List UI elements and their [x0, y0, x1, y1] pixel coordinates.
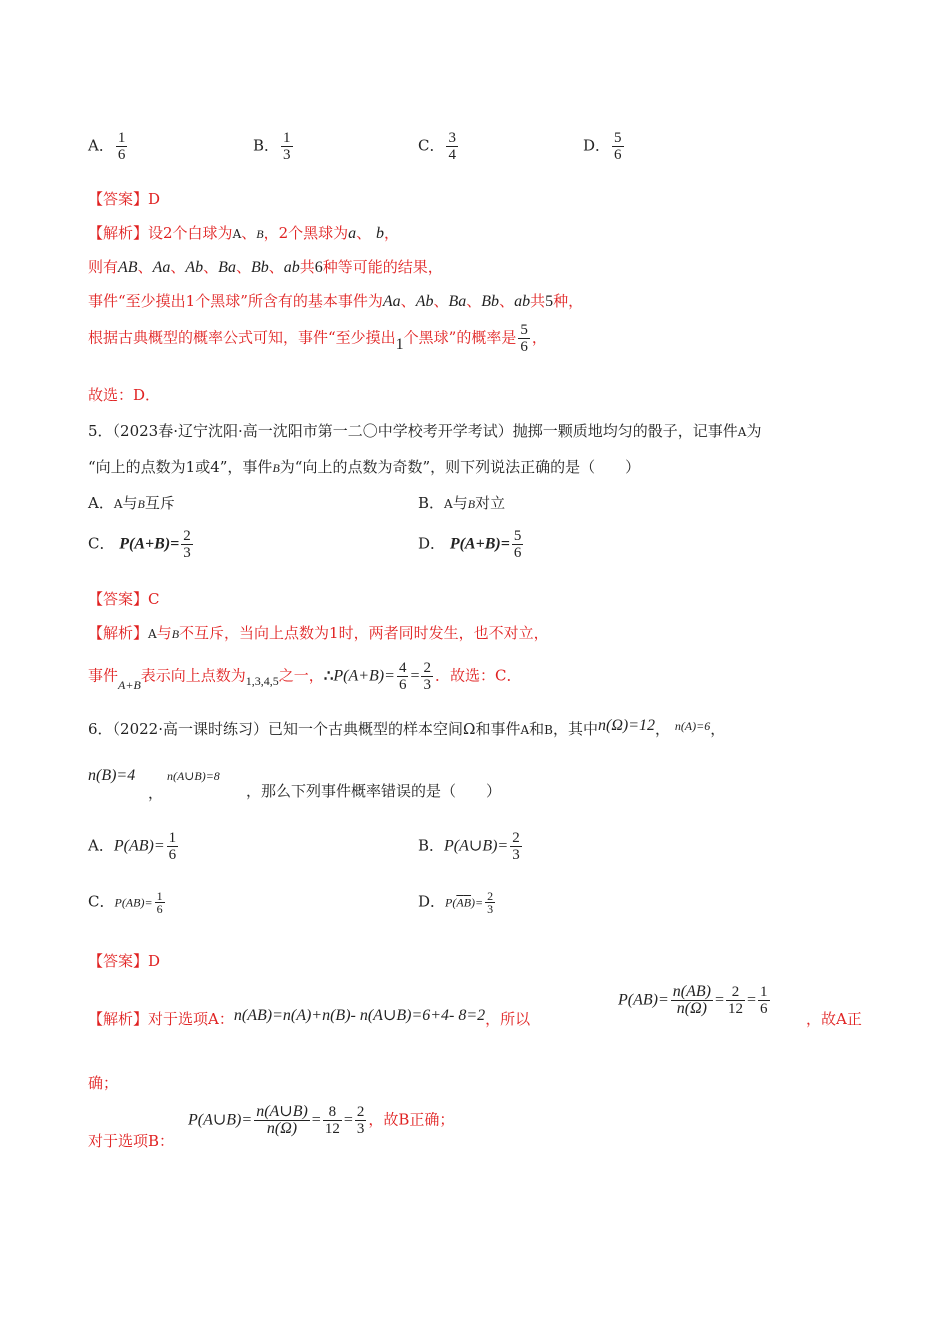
q5-analysis-line-1: 【解析】A与B不互斥，当向上点数为1时，两者同时发生，也不对立， [88, 624, 549, 642]
q6-analysis-line-1b: 确； [88, 1074, 119, 1092]
fraction: $\frac{5}{6}$ [520, 322, 528, 355]
q5-stem-line-2: “向上的点数为1或4”，事件B为“向上的点数为奇数”，则下列说法正确的是（ ） [88, 458, 641, 476]
option-label: B． [253, 136, 280, 155]
q4-option-c [418, 130, 460, 163]
q6-option-d: D．$P(\overline{A}\overline{B})=$ $\frac{2}{3}$ [418, 889, 494, 916]
q4-option-d [583, 130, 626, 163]
fraction: $\frac{2}{12}$ [728, 984, 744, 1017]
fraction: $\frac{1}{6}$ [760, 984, 768, 1017]
fraction: $\frac{5}{6}$ [614, 130, 622, 163]
fraction: $\frac{n(A\cup B)}{n(\Omega)}$ [256, 1103, 308, 1137]
fraction: $\frac{3}{4}$ [448, 130, 456, 163]
q4-option-a [88, 130, 129, 163]
q6-answer: 【答案】D [88, 952, 161, 970]
fraction: $\frac{1}{6}$ [117, 130, 126, 163]
q5-analysis-line-2: 事件$_{A+B}$表示向上点数为$_{1,3,4,5}$之一，∴P(A+B)= $\frac{4}{6}$ = $\frac{2}{3}$ ．故选：C． [88, 660, 522, 693]
q4-analysis-line-4: 根据古典概型的概率公式可知，事件“至少摸出1个黑球”的概率是 $\frac{5}{6}$ ， [88, 322, 547, 355]
fraction: $\frac{1}{6}$ [168, 830, 177, 863]
fraction: $\frac{2}{3}$ [183, 528, 191, 561]
q5-option-b: B．A与B对立 [418, 494, 506, 512]
q5-answer: 【答案】C [88, 590, 160, 608]
fraction: $\frac{4}{6}$ [398, 660, 407, 693]
q4-analysis-line-3: 事件“至少摸出1个黑球”所含有的基本事件为Aa、Ab、Ba、Bb、ab共5种， [88, 292, 584, 310]
fraction: $\frac{2}{3}$ [512, 830, 520, 863]
fraction: $\frac{2}{3}$ [487, 889, 494, 916]
q6-analysis-formula-2: P(A∪B)= $\frac{n(A\cup B)}{n(\Omega)}$ = $\frac{8}{12}$ = $\frac{2}{3}$ ，故B正确； [188, 1103, 455, 1137]
q4-analysis-line-5: 故选：D． [88, 386, 161, 404]
q4-analysis-line-1: 【解析】设2个白球为A、B，2个黑球为a、 b， [88, 224, 399, 242]
fraction: $\frac{2}{3}$ [423, 660, 431, 693]
fraction: $\frac{5}{6}$ [513, 528, 522, 561]
q6-option-c: C．P(AB)= $\frac{1}{6}$ [88, 889, 163, 916]
q6-option-b: B．P(A∪B)= $\frac{2}{3}$ [418, 830, 520, 863]
q6-analysis-line-1-end: ，故A正 [806, 1010, 862, 1028]
q5-option-d: D． P(A+B)= $\frac{5}{6}$ [418, 528, 522, 561]
q4-analysis-line-2: 则有AB、Aa、Ab、Ba、Bb、ab共6种等可能的结果， [88, 258, 443, 276]
q4-answer: 【答案】D [88, 190, 161, 208]
fraction: $\frac{n(AB)}{n(\Omega)}$ [672, 983, 711, 1017]
q6-analysis-formula-1: P(AB)= $\frac{n(AB)}{n(\Omega)}$ = $\frac{2}{12}$ = $\frac{1}{6}$ [618, 983, 768, 1017]
q5-stem-line-1: 5．（2023春·辽宁沈阳·高一沈阳市第一二〇中学校考开学考试）抛掷一颗质地均匀的骰子，记事件A为 [88, 422, 762, 440]
fraction: $\frac{8}{12}$ [324, 1104, 340, 1137]
option-label: C． [418, 136, 445, 155]
q6-analysis-line-2: 对于选项B： [88, 1132, 175, 1150]
option-label: A． [88, 136, 114, 155]
q6-stem-line-2: n(B)=4 [88, 767, 136, 784]
q6-stem-line-1: 6．（2022·高一课时练习）已知一个古典概型的样本空间Ω和事件A和B，其中n(Ω)=12， $^{n(A)=6}$， [88, 717, 726, 738]
q6-stem-nAuB: n(A∪B)=8 [167, 769, 220, 783]
q6-option-a: A．P(AB)= $\frac{1}{6}$ [88, 830, 177, 863]
q6-analysis-line-1: 【解析】对于选项A：n(AB)=n(A)+n(B)- n(A∪B)=6+4- 8=2，所以 [88, 1007, 531, 1028]
q5-option-c: C． P(A+B)= $\frac{2}{3}$ [88, 528, 191, 561]
option-label: D． [583, 136, 611, 155]
q4-option-b [253, 130, 295, 163]
q5-option-a: A．A与B互斥 [88, 494, 175, 512]
fraction: $\frac{1}{6}$ [156, 889, 163, 916]
q6-stem-line-3: ，那么下列事件概率错误的是（ ） [246, 782, 502, 800]
fraction: $\frac{1}{3}$ [283, 130, 291, 163]
q6-stem-comma: ， [148, 784, 164, 802]
fraction: $\frac{2}{3}$ [356, 1104, 365, 1137]
